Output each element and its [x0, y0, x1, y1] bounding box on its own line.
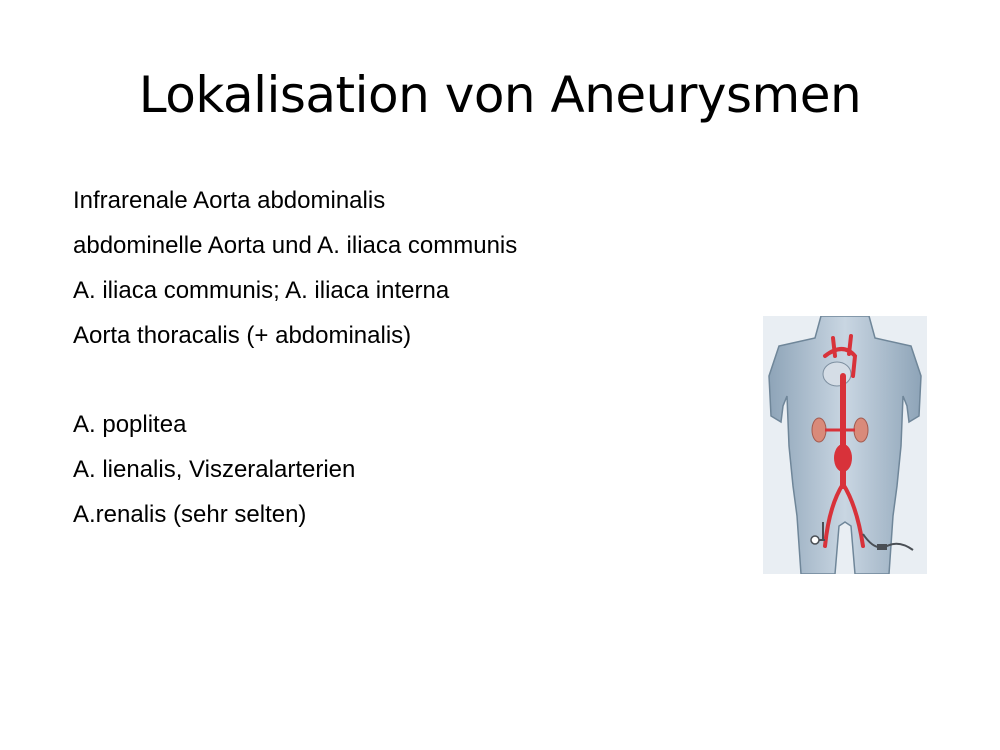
catheter-valve: [811, 536, 819, 544]
kidney-right: [854, 418, 868, 442]
slide-title: Lokalisation von Aneurysmen: [138, 66, 862, 124]
kidney-left: [812, 418, 826, 442]
vascular-anatomy-illustration: [763, 316, 927, 574]
list-item: A.renalis (sehr selten): [73, 501, 307, 528]
heart-shape: [823, 362, 851, 386]
list-item: Infrarenale Aorta abdominalis: [73, 187, 386, 214]
list-item: abdominelle Aorta und A. iliaca communis: [73, 232, 518, 259]
list-spacer: [73, 358, 713, 402]
list-item: A. poplitea: [73, 411, 187, 438]
list-item: A. lienalis, Viszeralarterien: [73, 456, 356, 483]
catheter-connector: [877, 544, 887, 550]
aneurysm-bulge: [834, 444, 852, 472]
list-item: A. iliaca communis; A. iliaca interna: [73, 277, 450, 304]
list-item: Aorta thoracalis (+ abdominalis): [73, 322, 412, 349]
bullet-list: [73, 178, 713, 537]
